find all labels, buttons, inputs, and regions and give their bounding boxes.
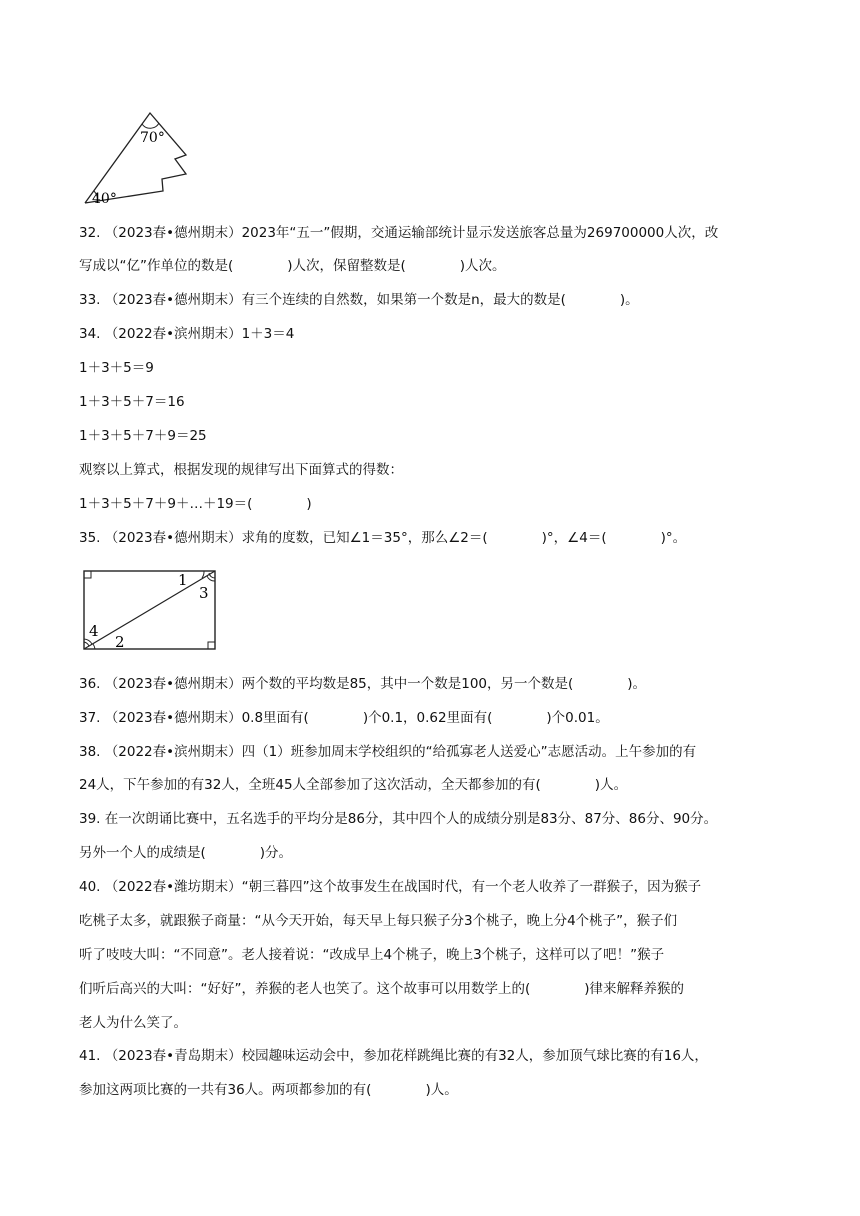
q32-line2: 写成以“亿”作单位的数是( )人次，保留整数是( )人次。 — [79, 258, 506, 274]
q40-line4: 们听后高兴的大叫：“好好”，养猴的老人也笑了。这个故事可以用数学上的( )律来解释养猴的 — [79, 981, 685, 997]
q32-line1: 32. （2023春•德州期末）2023年“五一”假期，交通运输部统计显示发送旅客总量为269700000人次，改 — [79, 225, 719, 241]
rectangle-diagonal — [84, 571, 215, 649]
q34-line2: 1＋3＋5＝9 — [79, 360, 154, 376]
q34-line6: 1＋3＋5＋7＋9＋…＋19＝( ) — [79, 496, 312, 512]
q40-line5: 老人为什么笑了。 — [79, 1015, 187, 1031]
right-angle-mark-br — [208, 642, 215, 649]
q38-line1: 38. （2022春•滨州期末）四（1）班参加周末学校组织的“给孤寡老人送爱心”志愿活动。上午参加的有 — [79, 744, 697, 760]
q41-line2: 参加这两项比赛的一共有36人。两项都参加的有( )人。 — [79, 1082, 458, 1098]
q37-line1: 37. （2023春•德州期末）0.8里面有( )个0.1，0.62里面有( )个0.01。 — [79, 710, 609, 726]
q40-line2: 吃桃子太多，就跟猴子商量：“从今天开始，每天早上每只猴子分3个桃子，晚上分4个桃子”，猴子们 — [79, 913, 678, 929]
rectangle-figure — [80, 566, 220, 656]
angle-label-3: 3 — [199, 584, 209, 602]
angle-arc-1 — [202, 571, 204, 578]
q36-line1: 36. （2023春•德州期末）两个数的平均数是85，其中一个数是100，另一个数是( )。 — [79, 676, 647, 692]
angle-label-2: 2 — [115, 633, 125, 651]
q40-line1: 40. （2022春•潍坊期末）“朝三暮四”这个故事发生在战国时代，有一个老人收养了一群猴子，因为猴子 — [79, 879, 702, 895]
triangle-figure — [78, 108, 198, 208]
angle-label-top: 70° — [140, 130, 165, 146]
q41-line1: 41. （2023春•青岛期末）校园趣味运动会中，参加花样跳绳比赛的有32人，参加顶气球比赛的有16人， — [79, 1048, 708, 1064]
angle-label-1: 1 — [178, 571, 188, 589]
q39-line2: 另外一个人的成绩是( )分。 — [79, 845, 293, 861]
angle-arc-top — [142, 123, 159, 128]
q40-line3: 听了吱吱大叫：“不同意”。老人接着说：“改成早上4个桃子，晚上3个桃子，这样可以了吧！”猴子 — [79, 947, 665, 963]
q34-line1: 34. （2022春•滨州期末）1＋3＝4 — [79, 326, 295, 342]
angle-arc-4b — [84, 642, 89, 646]
q35-line1: 35. （2023春•德州期末）求角的度数，已知∠1＝35°，那么∠2＝( )°，∠4＝( )°。 — [79, 530, 687, 546]
angle-arc-2 — [93, 644, 95, 649]
angle-label-bottom: 40° — [92, 191, 117, 207]
q34-line5: 观察以上算式，根据发现的规律写出下面算式的得数： — [79, 462, 403, 478]
q34-line4: 1＋3＋5＋7＋9＝25 — [79, 428, 207, 444]
q33-line1: 33. （2023春•德州期末）有三个连续的自然数，如果第一个数是n，最大的数是( )。 — [79, 292, 639, 308]
q39-line1: 39. 在一次朗诵比赛中，五名选手的平均分是86分，其中四个人的成绩分别是83分、87分、86分、90分。 — [79, 811, 718, 827]
triangle-outline — [85, 113, 186, 203]
angle-label-4: 4 — [89, 622, 99, 640]
right-angle-mark-tl — [84, 571, 91, 578]
q38-line2: 24人，下午参加的有32人，全班45人全部参加了这次活动，全天都参加的有( )人。 — [79, 777, 628, 793]
q34-line3: 1＋3＋5＋7＝16 — [79, 394, 185, 410]
